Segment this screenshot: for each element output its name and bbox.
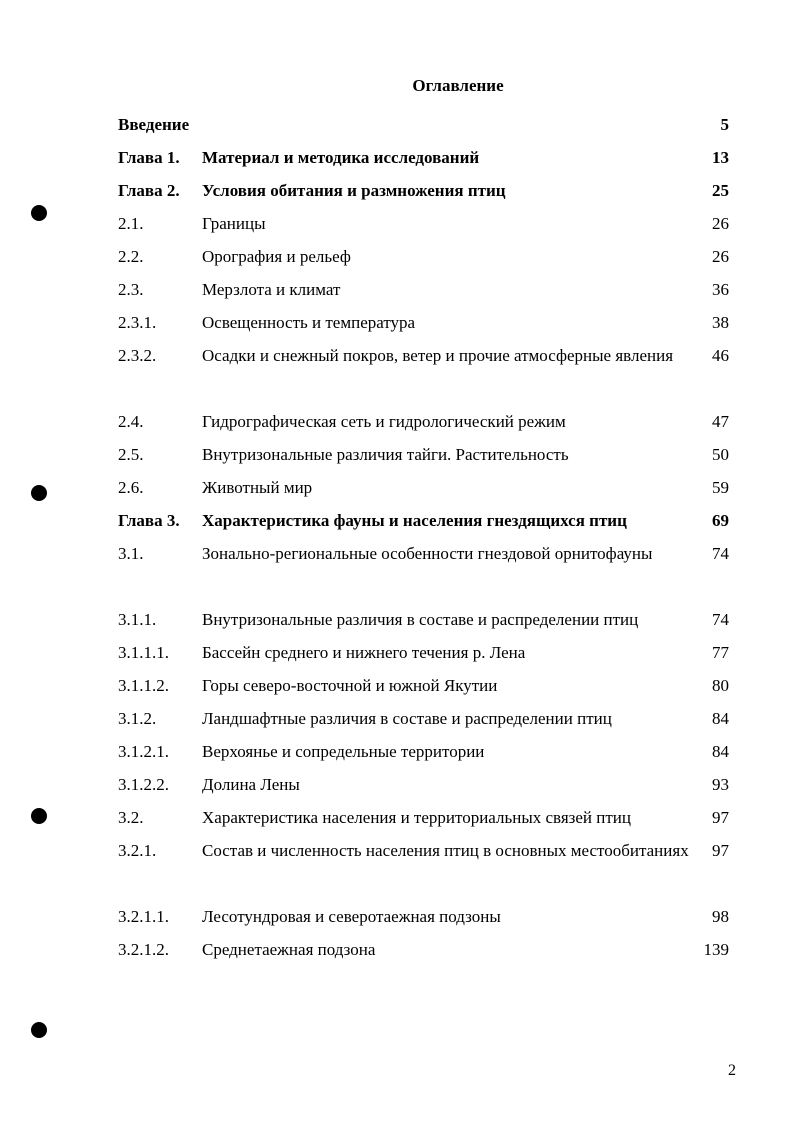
toc-entry-page: 84 [712, 709, 729, 728]
toc-entry-number: 2.6. [118, 478, 144, 497]
toc-entry-page: 98 [712, 907, 729, 926]
toc-entry-number: 3.1.2. [118, 709, 157, 728]
toc-entry-title: Внутризональные различия тайги. Растительность [202, 445, 569, 464]
toc-entry-number: 3.2.1.2. [118, 940, 169, 959]
toc-entry-title: Бассейн среднего и нижнего течения р. Лена [202, 643, 526, 662]
toc-entry-title: Состав и численность населения птиц в основных местообитаниях [202, 841, 689, 860]
toc-entry-number: Глава 1. [118, 148, 180, 167]
toc-entry-title: Границы [202, 214, 266, 233]
toc-entry-page: 50 [712, 445, 729, 464]
toc-entry-number: Введение [118, 115, 190, 134]
toc-entry-title: Мерзлота и климат [202, 280, 341, 299]
page-number: 2 [728, 1062, 736, 1079]
toc-entry-number: 3.1.2.1. [118, 742, 169, 761]
toc-entry-title: Долина Лены [202, 775, 300, 794]
toc-entry-title: Материал и методика исследований [202, 148, 480, 167]
toc-title: Оглавление [412, 76, 504, 95]
toc-entry-title: Верхоянье и сопредельные территории [202, 742, 485, 761]
toc-entry-number: Глава 3. [118, 511, 180, 530]
toc-entry-number: 3.1.1. [118, 610, 157, 629]
toc-entry-title: Условия обитания и размножения птиц [202, 181, 506, 200]
toc-entry-title: Ландшафтные различия в составе и распределении птиц [202, 709, 612, 728]
toc-entry-number: 2.1. [118, 214, 144, 233]
toc-entry-number: 2.3. [118, 280, 144, 299]
toc-entry-page: 74 [712, 610, 729, 629]
toc-entry-title: Характеристика фауны и населения гнездящихся птиц [202, 511, 627, 530]
toc-entry-page: 47 [712, 412, 729, 431]
toc-entry-page: 25 [712, 181, 729, 200]
toc-entry-title: Характеристика населения и территориальных связей птиц [202, 808, 632, 827]
toc-entry-number: 3.1.1.1. [118, 643, 169, 662]
toc-entry-title: Лесотундровая и северотаежная подзоны [202, 907, 501, 926]
toc-entry-page: 139 [703, 940, 729, 959]
toc-entry-number: 2.3.2. [118, 346, 157, 365]
toc-entry-page: 69 [712, 511, 729, 530]
toc-entry-title: Зонально-региональные особенности гнездовой орнитофауны [202, 544, 653, 563]
toc-entry-page: 97 [712, 808, 729, 827]
toc-entry-title: Горы северо-восточной и южной Якутии [202, 676, 498, 695]
toc-entry-number: 2.3.1. [118, 313, 157, 332]
toc-entry-page: 80 [712, 676, 729, 695]
toc-entry-number: 3.1. [118, 544, 144, 563]
toc-entry-page: 77 [712, 643, 729, 662]
toc-entry-number: 2.2. [118, 247, 144, 266]
toc-entry-number: 3.2. [118, 808, 144, 827]
toc-entry-page: 26 [712, 247, 729, 266]
toc-entry-title: Внутризональные различия в составе и распределении птиц [202, 610, 639, 629]
toc-entry-title: Осадки и снежный покров, ветер и прочие атмосферные явления [202, 346, 674, 365]
toc-entry-page: 74 [712, 544, 729, 563]
toc-entry-number: 2.4. [118, 412, 144, 431]
toc-entry-page: 59 [712, 478, 729, 497]
toc-entry-page: 5 [720, 115, 729, 134]
toc-entry-page: 36 [712, 280, 729, 299]
toc-entry-number: 2.5. [118, 445, 144, 464]
toc-entry-number: 3.2.1.1. [118, 907, 169, 926]
toc-entry-title: Животный мир [202, 478, 313, 497]
toc-entry-number: 3.1.2.2. [118, 775, 169, 794]
toc-entry-page: 84 [712, 742, 729, 761]
toc-entry-number: 3.1.1.2. [118, 676, 169, 695]
toc-entry-page: 93 [712, 775, 729, 794]
toc-entry-number: Глава 2. [118, 181, 180, 200]
toc-entry-title: Среднетаежная подзона [202, 940, 376, 959]
toc-entry-title: Гидрографическая сеть и гидрологический режим [202, 412, 566, 431]
toc-entry-page: 13 [712, 148, 729, 167]
toc-entry-page: 38 [712, 313, 729, 332]
toc-entry-page: 46 [712, 346, 729, 365]
toc-entry-title: Орография и рельеф [202, 247, 351, 266]
toc-entry-page: 97 [712, 841, 729, 860]
toc-entry-number: 3.2.1. [118, 841, 157, 860]
toc-entry-page: 26 [712, 214, 729, 233]
toc-entry-title: Освещенность и температура [202, 313, 416, 332]
